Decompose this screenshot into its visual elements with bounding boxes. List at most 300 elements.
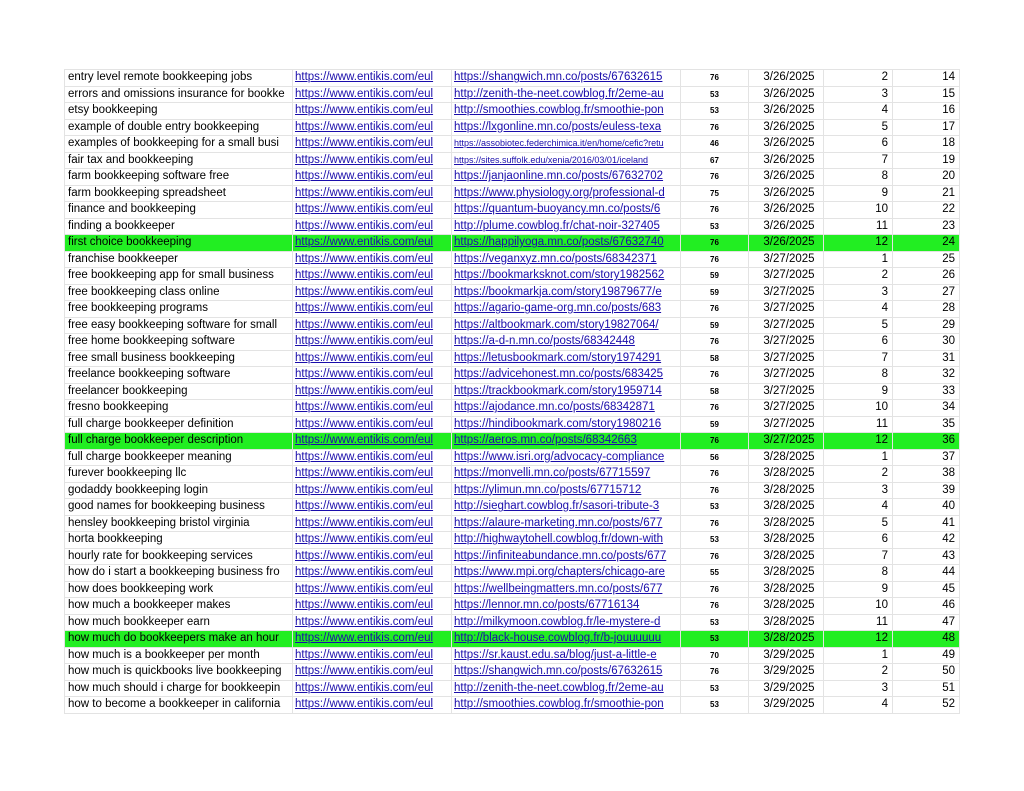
domain-authority-cell: 53 <box>681 680 749 697</box>
position-cell: 6 <box>824 532 893 549</box>
backlink-url-link[interactable]: https://happilyoga.mn.co/posts/67632740 <box>452 235 681 252</box>
backlink-url-link[interactable]: https://advicehonest.mn.co/posts/683425 <box>452 367 681 384</box>
table-row <box>65 185 960 202</box>
position-cell: 2 <box>824 70 893 87</box>
date-cell: 3/28/2025 <box>749 466 824 483</box>
domain-authority-cell: 59 <box>681 284 749 301</box>
backlink-url-link[interactable]: http://milkymoon.cowblog.fr/le-mystere-d <box>452 614 681 631</box>
keyword-cell: farm bookkeeping software free <box>65 169 293 186</box>
target-url-link[interactable]: https://www.entikis.com/eul <box>293 185 452 202</box>
table-row <box>65 548 960 565</box>
keyword-cell: fair tax and bookkeeping <box>65 152 293 169</box>
row-number-cell: 41 <box>893 515 960 532</box>
target-url-link[interactable]: https://www.entikis.com/eul <box>293 367 452 384</box>
position-cell: 2 <box>824 664 893 681</box>
backlink-url-link[interactable]: https://aeros.mn.co/posts/68342663 <box>452 433 681 450</box>
date-cell: 3/26/2025 <box>749 152 824 169</box>
domain-authority-cell: 76 <box>681 664 749 681</box>
backlink-url-link[interactable]: https://alaure-marketing.mn.co/posts/677 <box>452 515 681 532</box>
backlink-url-link[interactable]: https://lennor.mn.co/posts/67716134 <box>452 598 681 615</box>
position-cell: 4 <box>824 103 893 120</box>
position-cell: 2 <box>824 268 893 285</box>
domain-authority-cell: 53 <box>681 532 749 549</box>
backlink-url-link[interactable]: http://sieghart.cowblog.fr/sasori-tribute-3 <box>452 499 681 516</box>
keyword-cell: examples of bookkeeping for a small busi <box>65 136 293 153</box>
table-row <box>65 647 960 664</box>
backlink-url-link[interactable]: https://bookmarkja.com/story19879677/e <box>452 284 681 301</box>
target-url-link[interactable]: https://www.entikis.com/eul <box>293 119 452 136</box>
target-url-link[interactable]: https://www.entikis.com/eul <box>293 383 452 400</box>
table-row <box>65 317 960 334</box>
table-row <box>65 86 960 103</box>
target-url-link[interactable]: https://www.entikis.com/eul <box>293 565 452 582</box>
backlink-url-link[interactable]: https://wellbeingmatters.mn.co/posts/677 <box>452 581 681 598</box>
row-number-cell: 46 <box>893 598 960 615</box>
keyword-cell: freelance bookkeeping software <box>65 367 293 384</box>
keyword-cell: finding a bookkeeper <box>65 218 293 235</box>
row-number-cell: 20 <box>893 169 960 186</box>
backlink-url-link[interactable]: https://monvelli.mn.co/posts/67715597 <box>452 466 681 483</box>
domain-authority-cell: 76 <box>681 202 749 219</box>
date-cell: 3/27/2025 <box>749 268 824 285</box>
row-number-cell: 39 <box>893 482 960 499</box>
keyword-cell: how does bookkeeping work <box>65 581 293 598</box>
domain-authority-cell: 46 <box>681 136 749 153</box>
domain-authority-cell: 76 <box>681 581 749 598</box>
backlink-url-link[interactable]: https://lxgonline.mn.co/posts/euless-texa <box>452 119 681 136</box>
target-url-link[interactable]: https://www.entikis.com/eul <box>293 334 452 351</box>
target-url-link[interactable]: https://www.entikis.com/eul <box>293 103 452 120</box>
position-cell: 12 <box>824 235 893 252</box>
row-number-cell: 51 <box>893 680 960 697</box>
position-cell: 12 <box>824 631 893 648</box>
keyword-cell: free bookkeeping programs <box>65 301 293 318</box>
row-number-cell: 44 <box>893 565 960 582</box>
row-number-cell: 45 <box>893 581 960 598</box>
position-cell: 9 <box>824 383 893 400</box>
date-cell: 3/27/2025 <box>749 251 824 268</box>
table-row <box>65 416 960 433</box>
domain-authority-cell: 53 <box>681 86 749 103</box>
keyword-cell: full charge bookkeeper meaning <box>65 449 293 466</box>
backlink-url-link[interactable]: http://black-house.cowblog.fr/b-jouuuuuu <box>452 631 681 648</box>
row-number-cell: 30 <box>893 334 960 351</box>
row-number-cell: 36 <box>893 433 960 450</box>
target-url-link[interactable]: https://www.entikis.com/eul <box>293 680 452 697</box>
table-row <box>65 581 960 598</box>
position-cell: 8 <box>824 565 893 582</box>
target-url-link[interactable]: https://www.entikis.com/eul <box>293 400 452 417</box>
position-cell: 7 <box>824 350 893 367</box>
row-number-cell: 40 <box>893 499 960 516</box>
date-cell: 3/26/2025 <box>749 235 824 252</box>
domain-authority-cell: 67 <box>681 152 749 169</box>
domain-authority-cell: 59 <box>681 317 749 334</box>
target-url-link[interactable]: https://www.entikis.com/eul <box>293 152 452 169</box>
row-number-cell: 24 <box>893 235 960 252</box>
position-cell: 9 <box>824 185 893 202</box>
target-url-link[interactable]: https://www.entikis.com/eul <box>293 301 452 318</box>
position-cell: 5 <box>824 317 893 334</box>
target-url-link[interactable]: https://www.entikis.com/eul <box>293 70 452 87</box>
domain-authority-cell: 53 <box>681 631 749 648</box>
table-row <box>65 482 960 499</box>
row-number-cell: 14 <box>893 70 960 87</box>
date-cell: 3/27/2025 <box>749 350 824 367</box>
domain-authority-cell: 76 <box>681 334 749 351</box>
date-cell: 3/28/2025 <box>749 449 824 466</box>
target-url-link[interactable]: https://www.entikis.com/eul <box>293 136 452 153</box>
keyword-cell: godaddy bookkeeping login <box>65 482 293 499</box>
keyword-cell: hourly rate for bookkeeping services <box>65 548 293 565</box>
keyword-cell: finance and bookkeeping <box>65 202 293 219</box>
position-cell: 4 <box>824 499 893 516</box>
backlink-url-link[interactable]: http://zenith-the-neet.cowblog.fr/2eme-au <box>452 680 681 697</box>
table-row <box>65 103 960 120</box>
target-url-link[interactable]: https://www.entikis.com/eul <box>293 86 452 103</box>
backlink-url-link[interactable]: https://www.mpi.org/chapters/chicago-are <box>452 565 681 582</box>
date-cell: 3/27/2025 <box>749 383 824 400</box>
target-url-link[interactable]: https://www.entikis.com/eul <box>293 202 452 219</box>
table-row <box>65 334 960 351</box>
position-cell: 11 <box>824 218 893 235</box>
target-url-link[interactable]: https://www.entikis.com/eul <box>293 647 452 664</box>
backlink-url-link[interactable]: https://quantum-buoyancy.mn.co/posts/6 <box>452 202 681 219</box>
row-number-cell: 43 <box>893 548 960 565</box>
backlink-url-link[interactable]: https://www.physiology.org/professional-d <box>452 185 681 202</box>
date-cell: 3/28/2025 <box>749 581 824 598</box>
keyword-cell: freelancer bookkeeping <box>65 383 293 400</box>
row-number-cell: 38 <box>893 466 960 483</box>
keyword-cell: free small business bookkeeping <box>65 350 293 367</box>
table-row <box>65 235 960 252</box>
table-row <box>65 697 960 714</box>
date-cell: 3/27/2025 <box>749 433 824 450</box>
row-number-cell: 27 <box>893 284 960 301</box>
keyword-cell: good names for bookkeeping business <box>65 499 293 516</box>
row-number-cell: 23 <box>893 218 960 235</box>
position-cell: 6 <box>824 136 893 153</box>
table-row <box>65 152 960 169</box>
table-row <box>65 515 960 532</box>
row-number-cell: 29 <box>893 317 960 334</box>
table-row <box>65 614 960 631</box>
date-cell: 3/28/2025 <box>749 482 824 499</box>
row-number-cell: 35 <box>893 416 960 433</box>
date-cell: 3/26/2025 <box>749 202 824 219</box>
date-cell: 3/28/2025 <box>749 631 824 648</box>
domain-authority-cell: 56 <box>681 449 749 466</box>
table-row <box>65 466 960 483</box>
target-url-link[interactable]: https://www.entikis.com/eul <box>293 350 452 367</box>
target-url-link[interactable]: https://www.entikis.com/eul <box>293 697 452 714</box>
row-number-cell: 42 <box>893 532 960 549</box>
target-url-link[interactable]: https://www.entikis.com/eul <box>293 466 452 483</box>
domain-authority-cell: 76 <box>681 482 749 499</box>
backlink-url-link[interactable]: https://www.isri.org/advocacy-compliance <box>452 449 681 466</box>
domain-authority-cell: 58 <box>681 350 749 367</box>
backlink-url-link[interactable]: https://trackbookmark.com/story1959714 <box>452 383 681 400</box>
date-cell: 3/29/2025 <box>749 680 824 697</box>
table-row <box>65 499 960 516</box>
domain-authority-cell: 76 <box>681 433 749 450</box>
position-cell: 10 <box>824 598 893 615</box>
keyword-cell: hensley bookkeeping bristol virginia <box>65 515 293 532</box>
row-number-cell: 37 <box>893 449 960 466</box>
keyword-cell: how much is quickbooks live bookkeeping <box>65 664 293 681</box>
row-number-cell: 19 <box>893 152 960 169</box>
keyword-cell: free easy bookkeeping software for small <box>65 317 293 334</box>
keyword-cell: free bookkeeping class online <box>65 284 293 301</box>
target-url-link[interactable]: https://www.entikis.com/eul <box>293 532 452 549</box>
target-url-link[interactable]: https://www.entikis.com/eul <box>293 482 452 499</box>
target-url-link[interactable]: https://www.entikis.com/eul <box>293 218 452 235</box>
domain-authority-cell: 76 <box>681 251 749 268</box>
table-row <box>65 532 960 549</box>
backlink-url-link[interactable]: https://ajodance.mn.co/posts/68342871 <box>452 400 681 417</box>
target-url-link[interactable]: https://www.entikis.com/eul <box>293 449 452 466</box>
row-number-cell: 50 <box>893 664 960 681</box>
date-cell: 3/26/2025 <box>749 103 824 120</box>
keyword-cell: horta bookkeeping <box>65 532 293 549</box>
keyword-cell: entry level remote bookkeeping jobs <box>65 70 293 87</box>
position-cell: 10 <box>824 400 893 417</box>
domain-authority-cell: 59 <box>681 268 749 285</box>
domain-authority-cell: 76 <box>681 598 749 615</box>
position-cell: 4 <box>824 697 893 714</box>
table-row <box>65 383 960 400</box>
table-row <box>65 631 960 648</box>
row-number-cell: 16 <box>893 103 960 120</box>
position-cell: 3 <box>824 680 893 697</box>
domain-authority-cell: 53 <box>681 614 749 631</box>
keyword-cell: how do i start a bookkeeping business fro <box>65 565 293 582</box>
date-cell: 3/27/2025 <box>749 317 824 334</box>
date-cell: 3/28/2025 <box>749 565 824 582</box>
keyword-cell: how much is a bookkeeper per month <box>65 647 293 664</box>
backlink-url-link[interactable]: https://agario-game-org.mn.co/posts/683 <box>452 301 681 318</box>
domain-authority-cell: 76 <box>681 367 749 384</box>
domain-authority-cell: 59 <box>681 416 749 433</box>
domain-authority-cell: 76 <box>681 119 749 136</box>
row-number-cell: 17 <box>893 119 960 136</box>
position-cell: 7 <box>824 548 893 565</box>
position-cell: 3 <box>824 482 893 499</box>
date-cell: 3/26/2025 <box>749 169 824 186</box>
row-number-cell: 33 <box>893 383 960 400</box>
backlink-url-link[interactable]: https://letusbookmark.com/story1974291 <box>452 350 681 367</box>
row-number-cell: 28 <box>893 301 960 318</box>
table-row <box>65 400 960 417</box>
target-url-link[interactable]: https://www.entikis.com/eul <box>293 664 452 681</box>
keyword-cell: how much do bookkeepers make an hour <box>65 631 293 648</box>
domain-authority-cell: 55 <box>681 565 749 582</box>
domain-authority-cell: 76 <box>681 400 749 417</box>
date-cell: 3/27/2025 <box>749 301 824 318</box>
backlink-url-link[interactable]: https://hindibookmark.com/story1980216 <box>452 416 681 433</box>
domain-authority-cell: 75 <box>681 185 749 202</box>
backlink-url-link[interactable]: https://bookmarksknot.com/story1982562 <box>452 268 681 285</box>
domain-authority-cell: 70 <box>681 647 749 664</box>
domain-authority-cell: 53 <box>681 697 749 714</box>
target-url-link[interactable]: https://www.entikis.com/eul <box>293 598 452 615</box>
table-row <box>65 251 960 268</box>
table-row <box>65 449 960 466</box>
target-url-link[interactable]: https://www.entikis.com/eul <box>293 317 452 334</box>
position-cell: 11 <box>824 614 893 631</box>
date-cell: 3/26/2025 <box>749 119 824 136</box>
backlink-url-link[interactable]: http://smoothies.cowblog.fr/smoothie-pon <box>452 103 681 120</box>
position-cell: 8 <box>824 169 893 186</box>
target-url-link[interactable]: https://www.entikis.com/eul <box>293 251 452 268</box>
target-url-link[interactable]: https://www.entikis.com/eul <box>293 581 452 598</box>
keyword-cell: etsy bookkeeping <box>65 103 293 120</box>
target-url-link[interactable]: https://www.entikis.com/eul <box>293 614 452 631</box>
backlink-url-link[interactable]: https://infiniteabundance.mn.co/posts/677 <box>452 548 681 565</box>
position-cell: 7 <box>824 152 893 169</box>
backlink-url-link[interactable]: http://highwaytohell.cowblog.fr/down-with <box>452 532 681 549</box>
date-cell: 3/28/2025 <box>749 614 824 631</box>
keyword-cell: how much a bookkeeper makes <box>65 598 293 615</box>
keyword-cell: full charge bookkeeper description <box>65 433 293 450</box>
row-number-cell: 31 <box>893 350 960 367</box>
target-url-link[interactable]: https://www.entikis.com/eul <box>293 515 452 532</box>
position-cell: 4 <box>824 301 893 318</box>
target-url-link[interactable]: https://www.entikis.com/eul <box>293 631 452 648</box>
domain-authority-cell: 76 <box>681 466 749 483</box>
backlink-url-link[interactable]: https://sr.kaust.edu.sa/blog/just-a-little-e <box>452 647 681 664</box>
position-cell: 1 <box>824 449 893 466</box>
row-number-cell: 48 <box>893 631 960 648</box>
target-url-link[interactable]: https://www.entikis.com/eul <box>293 548 452 565</box>
date-cell: 3/28/2025 <box>749 499 824 516</box>
row-number-cell: 32 <box>893 367 960 384</box>
backlink-url-link[interactable]: https://assobiotec.federchimica.it/en/home/cefic?retu <box>452 136 681 153</box>
table-row <box>65 350 960 367</box>
target-url-link[interactable]: https://www.entikis.com/eul <box>293 499 452 516</box>
date-cell: 3/27/2025 <box>749 400 824 417</box>
date-cell: 3/28/2025 <box>749 598 824 615</box>
target-url-link[interactable]: https://www.entikis.com/eul <box>293 235 452 252</box>
domain-authority-cell: 76 <box>681 515 749 532</box>
date-cell: 3/27/2025 <box>749 284 824 301</box>
domain-authority-cell: 53 <box>681 499 749 516</box>
date-cell: 3/27/2025 <box>749 334 824 351</box>
position-cell: 6 <box>824 334 893 351</box>
date-cell: 3/26/2025 <box>749 70 824 87</box>
position-cell: 3 <box>824 284 893 301</box>
date-cell: 3/29/2025 <box>749 664 824 681</box>
position-cell: 9 <box>824 581 893 598</box>
position-cell: 5 <box>824 119 893 136</box>
keyword-cell: farm bookkeeping spreadsheet <box>65 185 293 202</box>
table-row <box>65 70 960 87</box>
domain-authority-cell: 58 <box>681 383 749 400</box>
table-row <box>65 202 960 219</box>
date-cell: 3/27/2025 <box>749 416 824 433</box>
target-url-link[interactable]: https://www.entikis.com/eul <box>293 433 452 450</box>
backlink-url-link[interactable]: https://shangwich.mn.co/posts/67632615 <box>452 664 681 681</box>
backlink-url-link[interactable]: https://a-d-n.mn.co/posts/68342448 <box>452 334 681 351</box>
date-cell: 3/26/2025 <box>749 136 824 153</box>
backlink-url-link[interactable]: https://altbookmark.com/story19827064/ <box>452 317 681 334</box>
table-row <box>65 136 960 153</box>
position-cell: 11 <box>824 416 893 433</box>
spreadsheet-table <box>64 69 960 714</box>
backlink-url-link[interactable]: https://shangwich.mn.co/posts/67632615 <box>452 70 681 87</box>
position-cell: 10 <box>824 202 893 219</box>
table-row <box>65 284 960 301</box>
backlink-url-link[interactable]: https://sites.suffolk.edu/xenia/2016/03/01/iceland <box>452 152 681 169</box>
domain-authority-cell: 76 <box>681 301 749 318</box>
domain-authority-cell: 76 <box>681 548 749 565</box>
keyword-cell: first choice bookkeeping <box>65 235 293 252</box>
domain-authority-cell: 53 <box>681 103 749 120</box>
date-cell: 3/26/2025 <box>749 218 824 235</box>
backlink-url-link[interactable]: http://zenith-the-neet.cowblog.fr/2eme-au <box>452 86 681 103</box>
date-cell: 3/28/2025 <box>749 515 824 532</box>
position-cell: 5 <box>824 515 893 532</box>
position-cell: 3 <box>824 86 893 103</box>
row-number-cell: 22 <box>893 202 960 219</box>
row-number-cell: 49 <box>893 647 960 664</box>
position-cell: 8 <box>824 367 893 384</box>
position-cell: 2 <box>824 466 893 483</box>
keyword-cell: free bookkeeping app for small business <box>65 268 293 285</box>
target-url-link[interactable]: https://www.entikis.com/eul <box>293 416 452 433</box>
date-cell: 3/29/2025 <box>749 647 824 664</box>
keyword-cell: how much bookkeeper earn <box>65 614 293 631</box>
table-row <box>65 169 960 186</box>
keyword-cell: how to become a bookkeeper in california <box>65 697 293 714</box>
table-row <box>65 664 960 681</box>
table-row <box>65 598 960 615</box>
table-row <box>65 565 960 582</box>
backlink-url-link[interactable]: http://smoothies.cowblog.fr/smoothie-pon <box>452 697 681 714</box>
backlink-url-link[interactable]: http://plume.cowblog.fr/chat-noir-327405 <box>452 218 681 235</box>
position-cell: 1 <box>824 251 893 268</box>
keyword-cell: franchise bookkeeper <box>65 251 293 268</box>
keyword-cell: full charge bookkeeper definition <box>65 416 293 433</box>
table-row <box>65 367 960 384</box>
table-row <box>65 119 960 136</box>
keyword-cell: how much should i charge for bookkeepin <box>65 680 293 697</box>
row-number-cell: 34 <box>893 400 960 417</box>
table-row <box>65 433 960 450</box>
target-url-link[interactable]: https://www.entikis.com/eul <box>293 169 452 186</box>
target-url-link[interactable]: https://www.entikis.com/eul <box>293 268 452 285</box>
row-number-cell: 18 <box>893 136 960 153</box>
date-cell: 3/28/2025 <box>749 548 824 565</box>
target-url-link[interactable]: https://www.entikis.com/eul <box>293 284 452 301</box>
table-row <box>65 268 960 285</box>
row-number-cell: 25 <box>893 251 960 268</box>
backlink-url-link[interactable]: https://veganxyz.mn.co/posts/68342371 <box>452 251 681 268</box>
backlink-url-link[interactable]: https://ylimun.mn.co/posts/67715712 <box>452 482 681 499</box>
row-number-cell: 21 <box>893 185 960 202</box>
backlink-url-link[interactable]: https://janjaonline.mn.co/posts/67632702 <box>452 169 681 186</box>
date-cell: 3/26/2025 <box>749 185 824 202</box>
keyword-cell: furever bookkeeping llc <box>65 466 293 483</box>
domain-authority-cell: 76 <box>681 169 749 186</box>
keyword-cell: example of double entry bookkeeping <box>65 119 293 136</box>
position-cell: 1 <box>824 647 893 664</box>
keyword-cell: free home bookkeeping software <box>65 334 293 351</box>
keyword-cell: errors and omissions insurance for bookke <box>65 86 293 103</box>
row-number-cell: 47 <box>893 614 960 631</box>
row-number-cell: 52 <box>893 697 960 714</box>
domain-authority-cell: 53 <box>681 218 749 235</box>
